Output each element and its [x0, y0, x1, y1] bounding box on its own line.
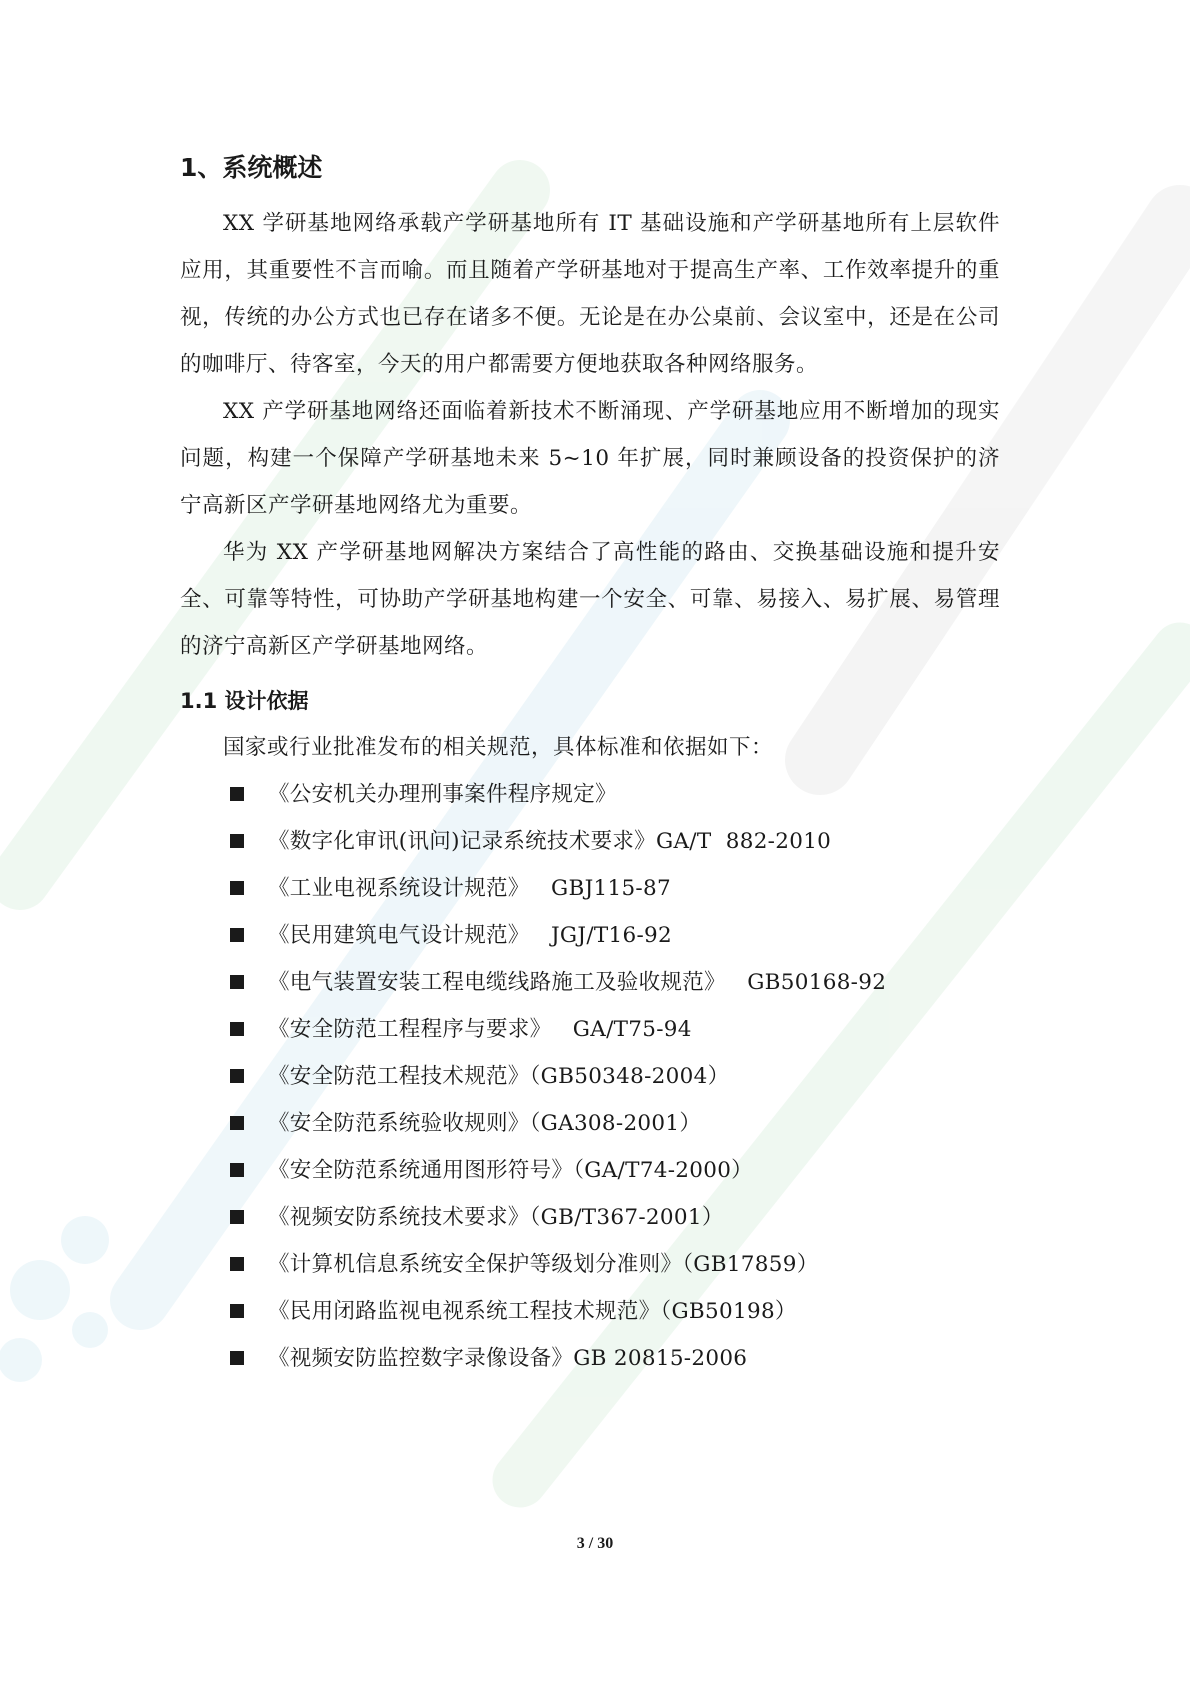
body-paragraph-1: XX 学研基地网络承载产学研基地所有 IT 基础设施和产学研基地所有上层软件应用，其重要性不言而喻。而且随着产学研基地对于提高生产率、工作效率提升的重视，传统的办公方式也已存在诸多不便。无论是在办公桌前、会议室中，还是在公司的咖啡厅、待客室，今天的用户都需要方便地获取各种网络服务。 — [180, 211, 1000, 377]
square-bullet-icon — [230, 975, 244, 989]
square-bullet-icon — [230, 881, 244, 895]
standards-list — [180, 771, 1000, 1382]
square-bullet-icon — [230, 1022, 244, 1036]
subsection-title: 1.1 设计依据 — [180, 689, 309, 713]
square-bullet-icon — [230, 1069, 244, 1083]
list-item — [180, 912, 1000, 959]
square-bullet-icon — [230, 928, 244, 942]
list-item — [180, 1147, 1000, 1194]
list-item — [180, 771, 1000, 818]
list-item — [180, 818, 1000, 865]
section-title: 1、系统概述 — [180, 153, 323, 182]
list-item-text: 《民用建筑电气设计规范》 JGJ/T16-92 — [268, 923, 672, 948]
list-item-text: 《视频安防系统技术要求》（GB/T367-2001） — [268, 1205, 724, 1230]
list-item-text: 《数字化审讯(讯问)记录系统技术要求》GA/T 882-2010 — [268, 829, 832, 854]
list-item-text: 《计算机信息系统安全保护等级划分准则》（GB17859） — [268, 1252, 819, 1277]
document-page — [180, 150, 1000, 1382]
list-item — [180, 959, 1000, 1006]
list-item-text: 《工业电视系统设计规范》 GBJ115-87 — [268, 876, 671, 901]
square-bullet-icon — [230, 787, 244, 801]
list-item-text: 《安全防范工程技术规范》（GB50348-2004） — [268, 1064, 730, 1089]
list-item-text: 《民用闭路监视电视系统工程技术规范》（GB50198） — [268, 1299, 797, 1324]
subsection-intro: 国家或行业批准发布的相关规范，具体标准和依据如下： — [223, 735, 774, 760]
square-bullet-icon — [230, 1116, 244, 1130]
square-bullet-icon — [230, 834, 244, 848]
list-item-text: 《视频安防监控数字录像设备》GB 20815-2006 — [268, 1346, 748, 1371]
list-item — [180, 1006, 1000, 1053]
list-item — [180, 1100, 1000, 1147]
list-item-text: 《安全防范工程程序与要求》 GA/T75-94 — [268, 1017, 692, 1042]
list-item — [180, 1053, 1000, 1100]
page-number: 3 / 30 — [576, 1535, 614, 1552]
body-paragraph-3: 华为 XX 产学研基地网解决方案结合了高性能的路由、交换基础设施和提升安全、可靠等特性，可协助产学研基地构建一个安全、可靠、易接入、易扩展、易管理的济宁高新区产学研基地网络。 — [180, 540, 1000, 659]
list-item-text: 《公安机关办理刑事案件程序规定》 — [268, 782, 617, 807]
square-bullet-icon — [230, 1304, 244, 1318]
body-paragraph-2: XX 产学研基地网络还面临着新技术不断涌现、产学研基地应用不断增加的现实问题，构建一个保障产学研基地未来 5~10 年扩展，同时兼顾设备的投资保护的济宁高新区产学研基地网络尤为重要。 — [180, 399, 1000, 518]
list-item — [180, 1335, 1000, 1382]
square-bullet-icon — [230, 1351, 244, 1365]
square-bullet-icon — [230, 1210, 244, 1224]
list-item — [180, 1194, 1000, 1241]
list-item-text: 《电气装置安装工程电缆线路施工及验收规范》 GB50168-92 — [268, 970, 887, 995]
square-bullet-icon — [230, 1257, 244, 1271]
list-item — [180, 1288, 1000, 1335]
list-item-text: 《安全防范系统通用图形符号》（GA/T74-2000） — [268, 1158, 753, 1183]
list-item — [180, 865, 1000, 912]
square-bullet-icon — [230, 1163, 244, 1177]
list-item-text: 《安全防范系统验收规则》（GA308-2001） — [268, 1111, 702, 1136]
list-item — [180, 1241, 1000, 1288]
